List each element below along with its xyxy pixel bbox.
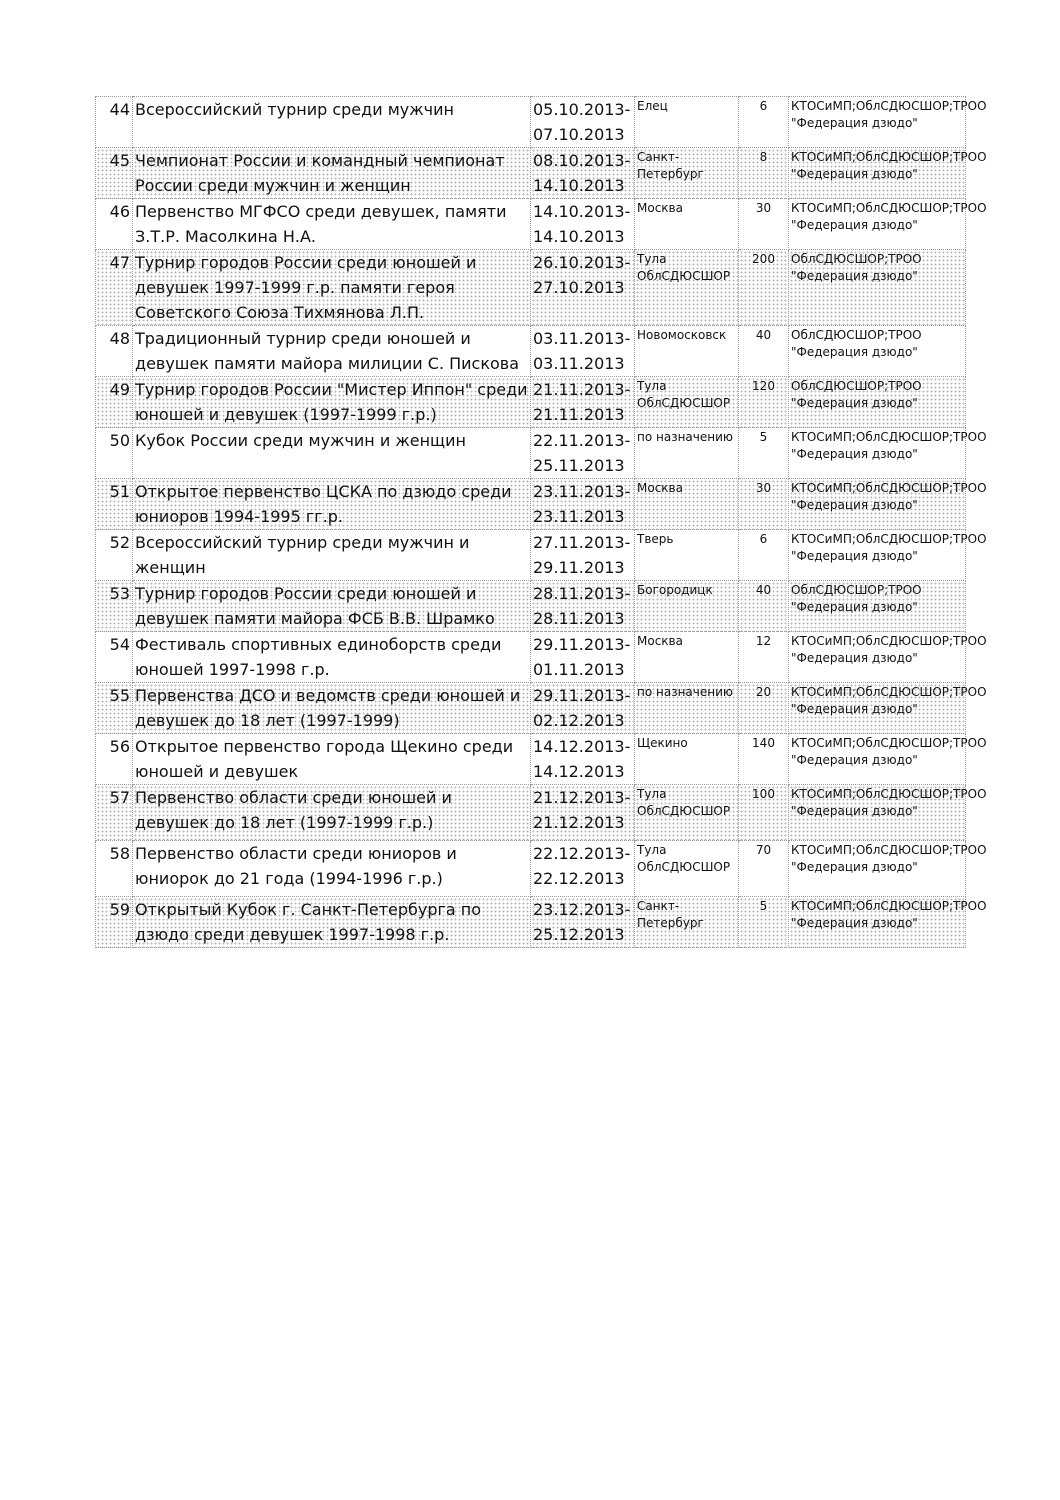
date-from: 26.10.2013-	[533, 253, 631, 272]
date-from: 05.10.2013-	[533, 100, 631, 119]
organizer: КТОСиМП;ОблСДЮСШОР;ТРОО "Федерация дзюдо"	[789, 428, 966, 479]
table-row	[96, 897, 966, 948]
event-name: Традиционный турнир среди юношей и девушек памяти майора милиции С. Пискова	[133, 326, 531, 377]
organizer: КТОСиМП;ОблСДЮСШОР;ТРОО "Федерация дзюдо"	[789, 530, 966, 581]
events-table	[95, 96, 987, 948]
event-dates	[531, 581, 635, 632]
date-from: 27.11.2013-	[533, 533, 631, 552]
event-place: по назначению	[635, 428, 739, 479]
event-dates	[531, 377, 635, 428]
event-dates	[531, 479, 635, 530]
event-place: Тула ОблСДЮСШОР	[635, 841, 739, 897]
event-dates	[531, 530, 635, 581]
event-place: Тула ОблСДЮСШОР	[635, 377, 739, 428]
date-to: 14.10.2013	[533, 176, 625, 195]
date-from: 14.10.2013-	[533, 202, 631, 221]
event-name: Турнир городов России "Мистер Иппон" среди юношей и девушек (1997-1999 г.р.)	[133, 377, 531, 428]
row-number: 45	[96, 148, 133, 199]
row-number: 49	[96, 377, 133, 428]
table-row	[96, 326, 966, 377]
event-dates	[531, 148, 635, 199]
participant-count: 120	[739, 377, 789, 428]
participant-count: 140	[739, 734, 789, 785]
event-place: Москва	[635, 479, 739, 530]
table-row	[96, 683, 966, 734]
participant-count: 30	[739, 479, 789, 530]
date-to: 02.12.2013	[533, 711, 625, 730]
date-to: 25.11.2013	[533, 456, 625, 475]
table-row	[96, 841, 966, 897]
table-row	[96, 581, 966, 632]
organizer: КТОСиМП;ОблСДЮСШОР;ТРОО "Федерация дзюдо"	[789, 841, 966, 897]
row-number: 58	[96, 841, 133, 897]
date-from: 28.11.2013-	[533, 584, 631, 603]
row-number: 44	[96, 97, 133, 148]
participant-count: 5	[739, 428, 789, 479]
event-place: Санкт-Петербург	[635, 148, 739, 199]
date-from: 23.12.2013-	[533, 900, 631, 919]
date-to: 14.10.2013	[533, 227, 625, 246]
event-place: Елец	[635, 97, 739, 148]
participant-count: 5	[739, 897, 789, 948]
date-to: 14.12.2013	[533, 762, 625, 781]
table-row	[96, 199, 966, 250]
row-number: 46	[96, 199, 133, 250]
event-place: Санкт-Петербург	[635, 897, 739, 948]
row-number: 55	[96, 683, 133, 734]
organizer: КТОСиМП;ОблСДЮСШОР;ТРОО "Федерация дзюдо"	[789, 479, 966, 530]
event-place: по назначению	[635, 683, 739, 734]
row-number: 52	[96, 530, 133, 581]
date-from: 22.12.2013-	[533, 844, 631, 863]
row-number: 54	[96, 632, 133, 683]
participant-count: 6	[739, 530, 789, 581]
event-place: Тула ОблСДЮСШОР	[635, 785, 739, 841]
date-from: 29.11.2013-	[533, 635, 631, 654]
participant-count: 70	[739, 841, 789, 897]
event-name: Чемпионат России и командный чемпионат России среди мужчин и женщин	[133, 148, 531, 199]
row-number: 48	[96, 326, 133, 377]
event-dates	[531, 632, 635, 683]
organizer: ОблСДЮСШОР;ТРОО "Федерация дзюдо"	[789, 326, 966, 377]
participant-count: 6	[739, 97, 789, 148]
event-dates	[531, 841, 635, 897]
participant-count: 12	[739, 632, 789, 683]
date-from: 21.11.2013-	[533, 380, 631, 399]
event-name: Всероссийский турнир среди мужчин	[133, 97, 531, 148]
event-name: Открытый Кубок г. Санкт-Петербурга по дзюдо среди девушек 1997-1998 г.р.	[133, 897, 531, 948]
table-row	[96, 785, 966, 841]
date-from: 21.12.2013-	[533, 788, 631, 807]
date-to: 23.11.2013	[533, 507, 625, 526]
participant-count: 30	[739, 199, 789, 250]
date-from: 03.11.2013-	[533, 329, 631, 348]
date-to: 07.10.2013	[533, 125, 625, 144]
participant-count: 200	[739, 250, 789, 326]
event-name: Первенства ДСО и ведомств среди юношей и девушек до 18 лет (1997-1999)	[133, 683, 531, 734]
organizer: КТОСиМП;ОблСДЮСШОР;ТРОО "Федерация дзюдо"	[789, 897, 966, 948]
organizer: КТОСиМП;ОблСДЮСШОР;ТРОО "Федерация дзюдо"	[789, 785, 966, 841]
participant-count: 40	[739, 326, 789, 377]
event-name: Открытое первенство ЦСКА по дзюдо среди юниоров 1994-1995 гг.р.	[133, 479, 531, 530]
event-place: Новомосковск	[635, 326, 739, 377]
organizer: ОблСДЮСШОР;ТРОО "Федерация дзюдо"	[789, 377, 966, 428]
table-row	[96, 734, 966, 785]
event-dates	[531, 97, 635, 148]
date-from: 23.11.2013-	[533, 482, 631, 501]
date-to: 29.11.2013	[533, 558, 625, 577]
row-number: 53	[96, 581, 133, 632]
event-place: Тверь	[635, 530, 739, 581]
date-to: 22.12.2013	[533, 869, 625, 888]
organizer: КТОСиМП;ОблСДЮСШОР;ТРОО "Федерация дзюдо"	[789, 683, 966, 734]
event-place: Москва	[635, 632, 739, 683]
row-number: 50	[96, 428, 133, 479]
event-name: Кубок России среди мужчин и женщин	[133, 428, 531, 479]
participant-count: 20	[739, 683, 789, 734]
event-name: Турнир городов России среди юношей и девушек 1997-1999 г.р. памяти героя Советского Союза Тихмянова Л.П.	[133, 250, 531, 326]
table-row	[96, 479, 966, 530]
date-to: 21.11.2013	[533, 405, 625, 424]
event-name: Турнир городов России среди юношей и девушек памяти майора ФСБ В.В. Шрамко	[133, 581, 531, 632]
date-to: 21.12.2013	[533, 813, 625, 832]
event-dates	[531, 326, 635, 377]
date-to: 27.10.2013	[533, 278, 625, 297]
organizer: ОблСДЮСШОР;ТРОО "Федерация дзюдо"	[789, 581, 966, 632]
event-place: Щекино	[635, 734, 739, 785]
event-name: Фестиваль спортивных единоборств среди юношей 1997-1998 г.р.	[133, 632, 531, 683]
row-number: 47	[96, 250, 133, 326]
organizer: КТОСиМП;ОблСДЮСШОР;ТРОО "Федерация дзюдо"	[789, 148, 966, 199]
events-table-body	[96, 97, 987, 948]
organizer: ОблСДЮСШОР;ТРОО "Федерация дзюдо"	[789, 250, 966, 326]
table-row	[96, 632, 966, 683]
event-dates	[531, 683, 635, 734]
event-dates	[531, 897, 635, 948]
event-dates	[531, 785, 635, 841]
event-dates	[531, 199, 635, 250]
participant-count: 8	[739, 148, 789, 199]
table-row	[96, 97, 966, 148]
date-from: 08.10.2013-	[533, 151, 631, 170]
row-number: 59	[96, 897, 133, 948]
row-number: 57	[96, 785, 133, 841]
date-to: 03.11.2013	[533, 354, 625, 373]
table-row	[96, 250, 966, 326]
event-name: Открытое первенство города Щекино среди юношей и девушек	[133, 734, 531, 785]
date-from: 22.11.2013-	[533, 431, 631, 450]
event-name: Всероссийский турнир среди мужчин и женщин	[133, 530, 531, 581]
event-place: Тула ОблСДЮСШОР	[635, 250, 739, 326]
table-row	[96, 530, 966, 581]
date-to: 25.12.2013	[533, 925, 625, 944]
table-row	[96, 428, 966, 479]
table-row	[96, 377, 966, 428]
event-dates	[531, 428, 635, 479]
date-from: 14.12.2013-	[533, 737, 631, 756]
participant-count: 100	[739, 785, 789, 841]
row-number: 51	[96, 479, 133, 530]
participant-count: 40	[739, 581, 789, 632]
organizer: КТОСиМП;ОблСДЮСШОР;ТРОО "Федерация дзюдо"	[789, 199, 966, 250]
event-place: Москва	[635, 199, 739, 250]
table-row	[96, 148, 966, 199]
event-name: Первенство МГФСО среди девушек, памяти З.Т.Р. Масолкина Н.А.	[133, 199, 531, 250]
date-to: 28.11.2013	[533, 609, 625, 628]
event-name: Первенство области среди юниоров и юниорок до 21 года (1994-1996 г.р.)	[133, 841, 531, 897]
organizer: КТОСиМП;ОблСДЮСШОР;ТРОО "Федерация дзюдо"	[789, 97, 966, 148]
event-dates	[531, 250, 635, 326]
organizer: КТОСиМП;ОблСДЮСШОР;ТРОО "Федерация дзюдо"	[789, 632, 966, 683]
row-number: 56	[96, 734, 133, 785]
event-place: Богородицк	[635, 581, 739, 632]
event-name: Первенство области среди юношей и девушек до 18 лет (1997-1999 г.р.)	[133, 785, 531, 841]
date-from: 29.11.2013-	[533, 686, 631, 705]
date-to: 01.11.2013	[533, 660, 625, 679]
event-dates	[531, 734, 635, 785]
organizer: КТОСиМП;ОблСДЮСШОР;ТРОО "Федерация дзюдо"	[789, 734, 966, 785]
